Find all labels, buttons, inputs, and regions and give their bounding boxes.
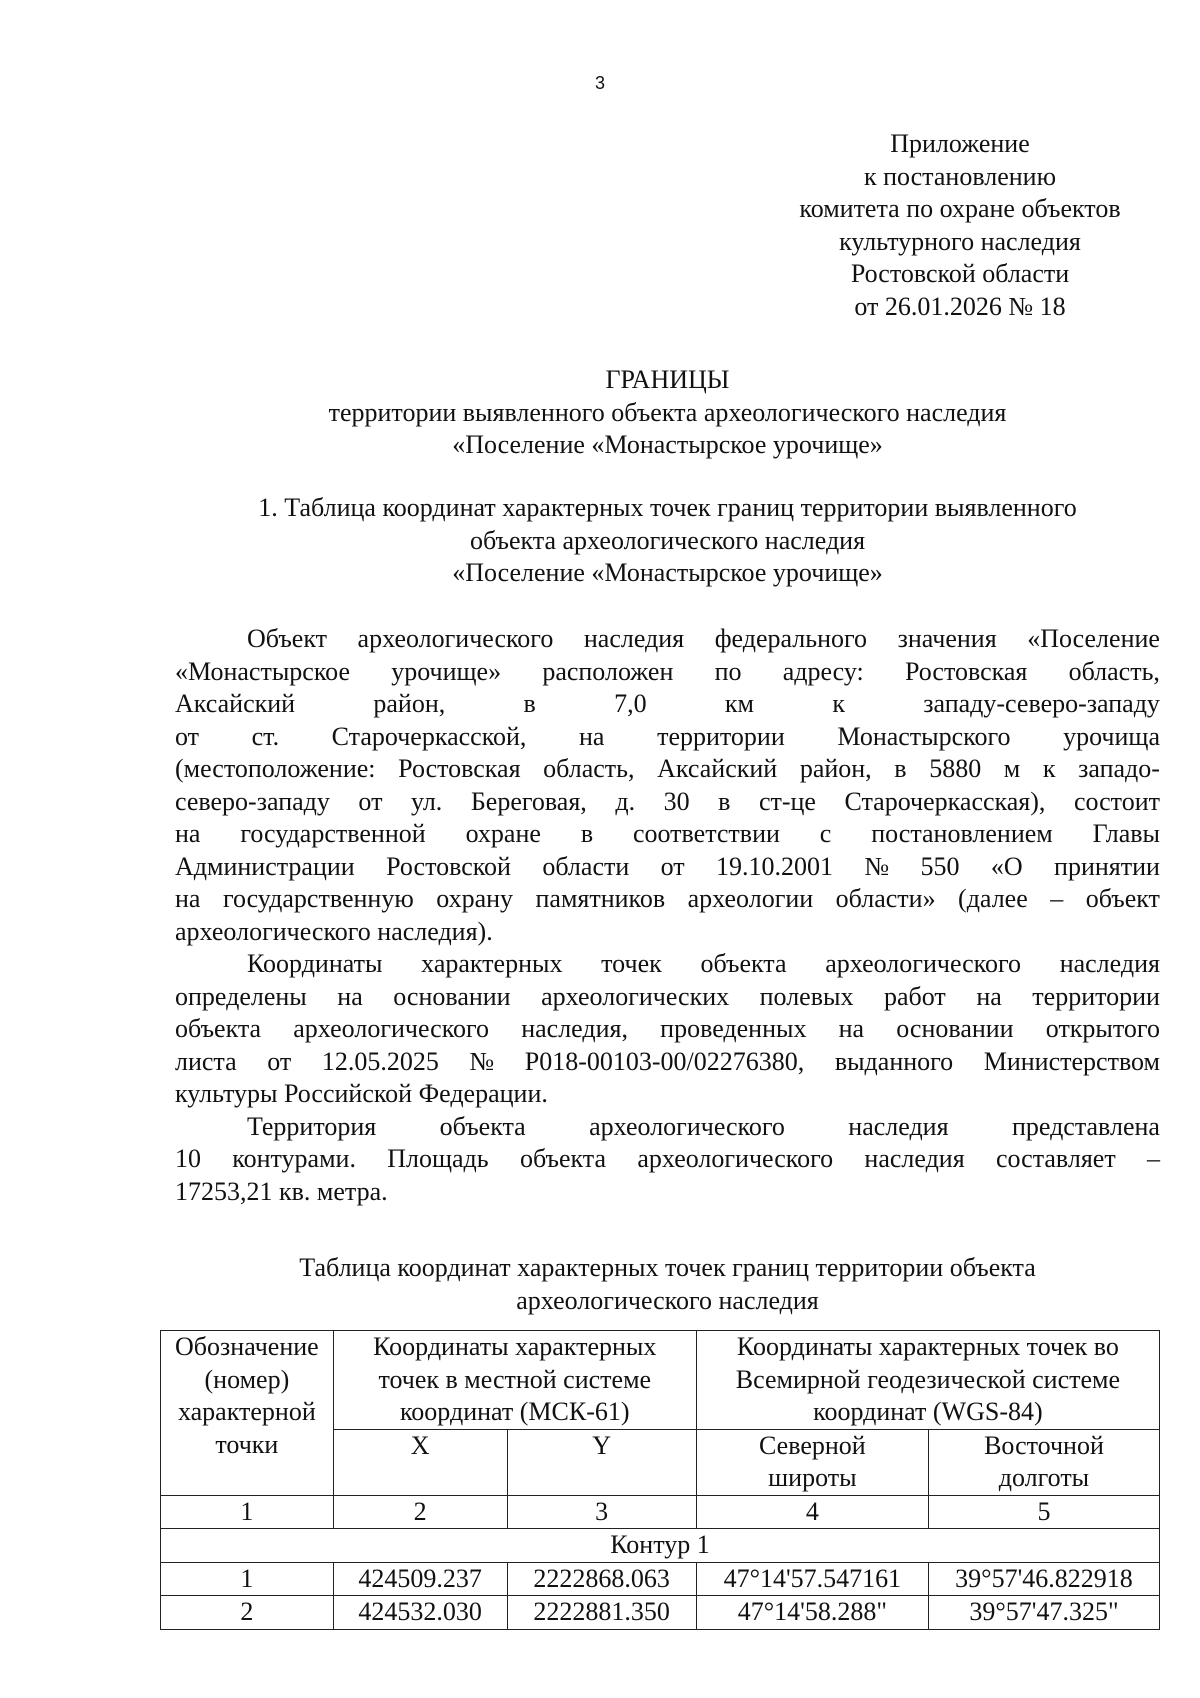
word: наследия, [521,1014,628,1043]
word: составляет [995,1144,1116,1173]
word: на [337,981,363,1011]
header-x: X [333,1429,507,1495]
word: – [1050,884,1064,913]
point-number: 1 [161,1562,334,1596]
word: № [469,1046,495,1076]
appendix-block [760,128,1160,323]
word: с [819,819,832,848]
longitude-value: 39°57'47.325" [928,1596,1159,1630]
header-wgs-coordinates: Координаты характерных точек во Всемирной геодезической системе координат (WGS-84) [696,1331,1159,1430]
justified-line [175,948,1160,981]
word: от [267,1046,292,1076]
word: листа [175,1046,237,1076]
word: контурами. [232,1144,356,1173]
word: области» [835,884,936,913]
word: определены [175,981,307,1011]
justified-line [175,883,1160,916]
table-caption-line: археологического наследия [516,1285,819,1315]
word: Ростовская [904,656,1028,686]
word: Аксайский [657,754,778,783]
word: наследия [864,1144,965,1173]
word: ст. [251,721,280,751]
appendix-line: культурного наследия [839,226,1081,256]
word: на [175,819,201,848]
word: (далее [958,884,1028,913]
word: «О [990,851,1023,881]
justified-line [175,656,1160,689]
word: область, [1068,656,1160,686]
word: Старочеркасская), [844,786,1046,816]
paragraph-2 [175,948,1160,1111]
word: «Монастырское [175,656,351,686]
word: к [1042,754,1056,783]
word: государственную [222,884,414,913]
word: урочища [1063,721,1160,751]
word: принятии [1054,851,1160,881]
section-heading [175,492,1160,590]
word: 10 [175,1144,201,1173]
word: области [542,851,630,881]
word: археологического [637,1144,834,1173]
word: расположен [542,656,674,686]
word: 5880 [929,754,982,783]
justified-line [175,623,1160,656]
justified-line [175,1111,1160,1144]
column-number: 3 [507,1495,696,1529]
word: 7,0 [614,689,647,718]
heading-title: ГРАНИЦЫ [605,365,730,394]
word: область, [543,754,635,783]
justified-line [175,786,1160,819]
appendix-line: комитета по охране объектов [799,194,1121,223]
y-value: 2222868.063 [507,1562,696,1596]
word: м [1003,754,1021,783]
word: постановлением [871,819,1053,848]
word: значения [897,624,997,653]
word: объекта [519,1144,607,1173]
word: на [175,884,201,913]
paragraph-3 [175,1111,1160,1209]
column-numbering-row [161,1495,1160,1529]
word: открытого [1045,1014,1160,1043]
word: Ростовская [398,754,521,783]
word: 12.05.2025 [321,1046,439,1076]
word: район, [799,754,872,783]
word: западо- [1078,754,1160,783]
header-point-designation: Обозначение (номер) характерной точки [161,1331,334,1496]
word: Аксайский [175,689,296,718]
word: Монастырского [837,721,1011,751]
heading-subtitle: «Поселение «Монастырское урочище» [452,430,883,459]
appendix-line: Приложение [890,129,1030,158]
word: в [894,754,907,783]
word: Объект [247,624,327,653]
latitude-value: 47°14'58.288" [696,1596,928,1630]
word: наследия [848,1111,949,1141]
word: археологического [357,624,554,653]
word: Администрации [175,851,355,881]
word: соответствии [632,819,780,848]
word: район, [373,689,446,718]
word: на [579,721,605,751]
word: № [864,851,890,881]
word: объекта [700,949,787,978]
latitude-value: 47°14'57.547161 [696,1562,928,1596]
word: проведенных [660,1014,807,1043]
word: полевых [759,981,854,1011]
word: от [660,851,685,881]
word: на [838,1014,865,1043]
word: наследия [583,624,685,653]
word: территории [657,721,785,751]
word: – [1147,1144,1160,1173]
appendix-line: Ростовской области [850,259,1070,288]
word: характерных [421,949,563,978]
justified-line [175,753,1160,786]
body-text [175,623,1160,1208]
justified-line [175,818,1160,851]
word: Р018-00103-00/02276380, [524,1046,805,1076]
word: 19.10.2001 [716,851,834,881]
word: в [580,819,594,848]
last-line: культуры Российской Федерации. [175,1079,548,1108]
word: урочище» [391,656,502,686]
word: археологического [293,1014,490,1043]
column-number: 2 [333,1495,507,1529]
word: западу-северо-западу [923,689,1160,718]
word: основании [393,981,511,1011]
word: точек [601,949,662,978]
table-row [161,1562,1160,1596]
page-number: 3 [594,73,605,93]
word: «Поселение [1027,624,1160,653]
word: наследия [1059,949,1160,978]
word: объекта [175,1014,262,1043]
word: Координаты [247,949,383,978]
word: объекта [439,1111,526,1141]
word: Старочеркасской, [331,721,527,751]
table-header-row [161,1331,1160,1430]
header-y: Y [507,1429,696,1495]
column-number: 1 [161,1495,334,1529]
word: территории [1032,981,1160,1011]
table-row [161,1596,1160,1630]
word: от [358,786,383,816]
word: в [718,786,731,816]
word: Ростовской [386,851,511,881]
word: в [523,689,536,718]
word: 550 [920,851,960,881]
word: Береговая, [470,786,587,816]
justified-line [175,721,1160,754]
word: км [724,689,755,718]
word: д. [615,786,636,816]
column-number: 5 [928,1495,1159,1529]
word: федерального [714,624,868,653]
word: к [832,689,845,718]
word: (местоположение: [175,754,376,783]
table-caption [175,1252,1160,1317]
last-line: 17253,21 кв. метра. [175,1176,388,1206]
word: ул. [410,786,443,816]
paragraph-1 [175,623,1160,948]
y-value: 2222881.350 [507,1596,696,1630]
word: археологического [825,949,1021,978]
point-number: 2 [161,1596,334,1630]
word: 30 [663,786,690,816]
x-value: 424532.030 [333,1596,507,1630]
word: состоит [1073,786,1160,816]
coordinates-table [160,1330,1160,1630]
contour-label: Контур 1 [161,1529,1160,1563]
word: археологического [589,1111,785,1141]
justified-line [175,1143,1160,1176]
document-heading [175,364,1160,462]
word: представлена [1011,1111,1160,1141]
contour-row [161,1529,1160,1563]
word: адресу: [782,656,864,686]
word: археологических [541,981,730,1011]
justified-line [175,851,1160,884]
appendix-line: от 26.01.2026 № 18 [854,291,1066,321]
word: по [714,656,742,686]
word: Главы [1092,819,1160,848]
justified-line [175,981,1160,1014]
word: выданного [834,1046,954,1076]
word: ст-це [758,786,816,816]
word: Площадь [387,1144,489,1173]
section-title: 1. Таблица координат характерных точек границ территории выявленного [258,493,1077,522]
x-value: 424509.237 [333,1562,507,1596]
word: основании [896,1014,1014,1043]
word: от [175,721,200,751]
table-caption-line: Таблица координат характерных точек границ территории объекта [299,1253,1036,1282]
last-line: археологического наследия). [175,916,493,946]
word: северо-западу [175,786,330,816]
longitude-value: 39°57'46.822918 [928,1562,1159,1596]
justified-line [175,1013,1160,1046]
word: охране [465,819,541,848]
heading-subtitle: территории выявленного объекта археологического наследия [328,397,1007,427]
header-east-longitude: Восточной долготы [928,1429,1159,1495]
justified-line [175,688,1160,721]
justified-line [175,1046,1160,1079]
word: Министерством [983,1046,1160,1076]
appendix-line: к постановлению [863,161,1057,191]
header-msk-coordinates: Координаты характерных точек в местной системе координат (МСК-61) [333,1331,696,1430]
section-title: объекта археологического наследия [469,525,866,555]
word: археологии [687,884,814,913]
word: на [976,981,1002,1011]
word: работ [884,981,946,1011]
section-title: «Поселение «Монастырское урочище» [452,558,883,587]
word: охрану [436,884,514,913]
header-north-latitude: Северной широты [696,1429,928,1495]
word: Территория [247,1111,377,1141]
word: государственной [240,819,426,848]
word: объект [1085,884,1160,913]
column-number: 4 [696,1495,928,1529]
word: памятников [535,884,666,913]
